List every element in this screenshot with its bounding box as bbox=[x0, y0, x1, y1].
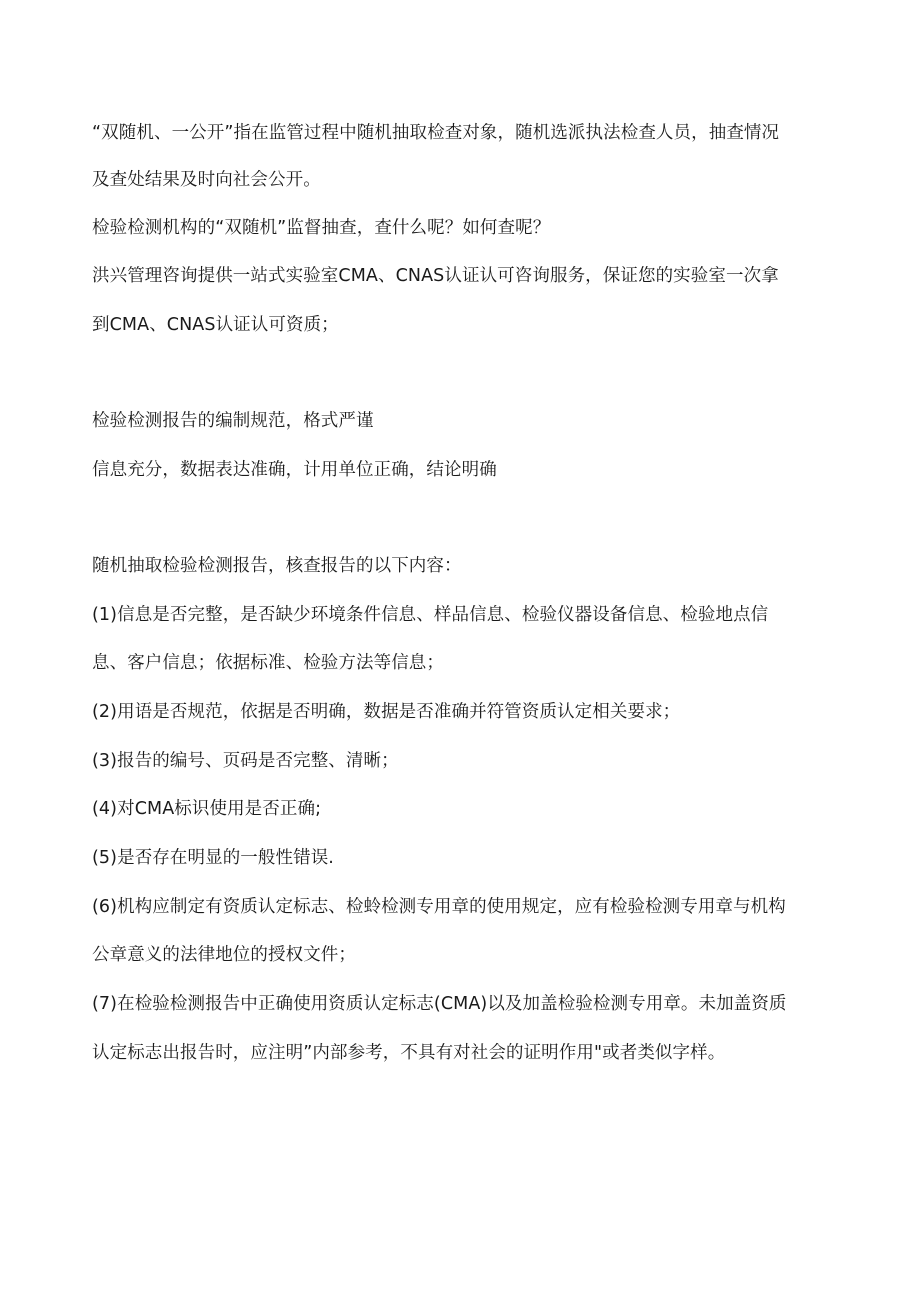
report-norms-line-1: 检验检测报告的编制规范，格式严谨 bbox=[92, 411, 374, 431]
check-item-5: (5)是否存在明显的一般性错误. bbox=[92, 848, 334, 868]
check-item-1-line-2: 息、客户信息；依据标准、检验方法等信息； bbox=[92, 653, 444, 673]
check-item-6-line-2: 公章意义的法律地位的授权文件； bbox=[92, 945, 356, 965]
check-item-7-line-1: (7)在检验检测报告中正确使用资质认定标志(CMA)以及加盖检验检测专用章。未加盖资质 bbox=[92, 994, 787, 1014]
check-item-7-line-2: 认定标志出报告时，应注明”内部参考，不具有对社会的证明作用"或者类似字样。 bbox=[92, 1043, 726, 1063]
check-item-1-line-1: (1)信息是否完整，是否缺少环境条件信息、样品信息、检验仪器设备信息、检验地点信 bbox=[92, 605, 769, 625]
check-items-heading: 随机抽取检验检测报告，核查报告的以下内容： bbox=[92, 556, 462, 576]
intro-paragraph-line-1: “双随机、一公开”指在监管过程中随机抽取检查对象，随机选派执法检查人员，抽查情况 bbox=[92, 123, 780, 143]
check-item-2: (2)用语是否规范，依据是否明确，数据是否准确并符管资质认定相关要求； bbox=[92, 702, 681, 722]
promo-paragraph-line-2: 到CMA、CNAS认证认可资质； bbox=[92, 315, 339, 335]
check-item-4: (4)对CMA标识使用是否正确; bbox=[92, 799, 322, 819]
promo-paragraph-line-1: 洪兴管理咨询提供一站式实验室CMA、CNAS认证认可咨询服务，保证您的实验室一次拿 bbox=[92, 266, 779, 286]
intro-question: 检验检测机构的“双随机”监督抽查，查什么呢？如何查呢？ bbox=[92, 218, 551, 238]
check-item-6-line-1: (6)机构应制定有资质认定标志、检蛉检测专用章的使用规定，应有检验检测专用章与机构 bbox=[92, 897, 786, 917]
report-norms-line-2: 信息充分，数据表达准确，计用单位正确，结论明确 bbox=[92, 460, 497, 480]
intro-paragraph-line-2: 及查处结果及时向社会公开。 bbox=[92, 170, 321, 190]
check-item-3: (3)报告的编号、页码是否完整、清晰； bbox=[92, 751, 399, 771]
